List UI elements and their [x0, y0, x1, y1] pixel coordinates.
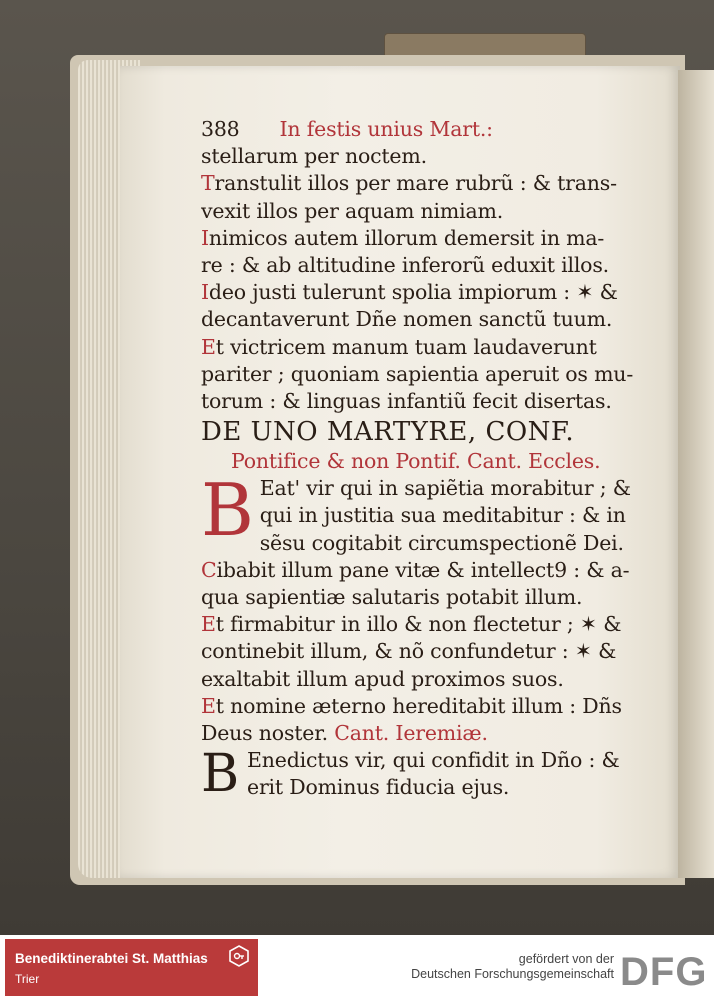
verse-line [201, 638, 651, 665]
verse-line [201, 584, 651, 611]
verse-initial: T [201, 171, 215, 196]
verse-text: ibabit illum pane vitæ & intellect9 : & a- [216, 557, 630, 582]
section-title: DE UNO MARTYRE, CONF. [201, 417, 575, 448]
verse-line: Eat' vir qui in sapiẽtia morabitur ; & [259, 476, 631, 501]
verse-text: t firmabitur in illo & non flectetur ; ✶ & [215, 612, 622, 637]
verse-line [201, 252, 651, 279]
verse-line: Enedictus vir, qui confidit in Dño : & [247, 748, 620, 773]
verse-text: stellarum per noctem. [201, 144, 427, 169]
verse-line [201, 143, 651, 170]
funding-notice [358, 952, 614, 982]
verse-text: pariter ; quoniam sapientia aperuit os mu- [201, 361, 634, 386]
verse-text: nimicos autem illorum demersit in ma- [208, 225, 605, 250]
verse-text: ranstulit illos per mare rubrũ : & trans- [214, 171, 617, 196]
abbey-logo-icon [228, 945, 250, 967]
section-subtitle: Pontifice & non Pontif. Cant. Eccles. [231, 449, 601, 474]
running-head: In festis unius Mart.: [279, 117, 493, 141]
verse-initial: E [201, 334, 216, 359]
verse-line: erit Dominus fiducia ejus. [247, 775, 510, 800]
dfg-logo-text: DFG [620, 950, 708, 991]
verse-text: Deus noster. [201, 721, 328, 746]
verse-initial: E [201, 693, 216, 718]
verse-initial: I [201, 280, 209, 305]
funding-line-2: Deutschen Forschungsgemeinschaft [411, 967, 614, 981]
verse-line [201, 693, 651, 720]
verse-line [201, 611, 651, 638]
canticle-rubric: Cant. Ieremiæ. [334, 721, 488, 746]
verse-line [201, 361, 651, 388]
institution-badge[interactable] [5, 939, 258, 996]
verse-text: torum : & linguas infantiũ fecit disertas. [201, 389, 612, 414]
page-number: 388 [201, 117, 240, 141]
running-header [201, 116, 651, 143]
verse-initial: C [201, 557, 217, 582]
verse-line [201, 334, 651, 361]
drop-cap-initial: B [201, 468, 254, 553]
institution-name: Benediktinerabtei St. Matthias [15, 951, 208, 966]
facing-page [678, 70, 714, 878]
verse-text: continebit illum, & nõ confundetur : ✶ & [201, 639, 617, 664]
verse-line [201, 666, 651, 693]
verse-text: t nomine æterno hereditabit illum : Dñs [215, 693, 622, 718]
verse-line: sẽsu cogitabit circumspectionẽ Dei. [259, 530, 624, 555]
verse-initial: I [201, 225, 209, 250]
verse-text: vexit illos per aquam nimiam. [201, 198, 504, 223]
verse-line [201, 225, 651, 252]
verse-line [201, 279, 651, 306]
funding-line-1: gefördert von der [518, 952, 614, 966]
verse-line [201, 388, 651, 415]
verses-before [201, 143, 651, 415]
verse-line: qui in justitia sua meditabitur : & in [259, 503, 626, 528]
verses-after [201, 557, 651, 720]
verse-text: decantaverunt Dñe nomen sanctũ tuum. [201, 307, 613, 332]
verse-text: t victricem manum tuam laudaverunt [215, 334, 597, 359]
verse-line [201, 557, 651, 584]
canticle-two [201, 744, 651, 805]
dfg-logo-icon[interactable] [618, 947, 710, 991]
verse-text: deo justi tulerunt spolia impiorum : ✶ & [208, 280, 618, 305]
drop-cap-initial: B [201, 744, 240, 805]
verse-text: exaltabit illum apud proximos suos. [201, 666, 564, 691]
verse-line [201, 306, 651, 333]
verse-line [201, 170, 651, 197]
page-text [201, 116, 651, 805]
institution-city: Trier [15, 972, 40, 986]
verse-text: re : & ab altitudine inferorũ eduxit illos. [201, 253, 609, 278]
footer-bar [0, 935, 714, 1000]
canticle-one [201, 468, 651, 557]
verse-initial: E [201, 612, 216, 637]
verse-line [201, 720, 651, 747]
verse-text: qua sapientiæ salutaris potabit illum. [201, 585, 583, 610]
verse-line [201, 198, 651, 225]
